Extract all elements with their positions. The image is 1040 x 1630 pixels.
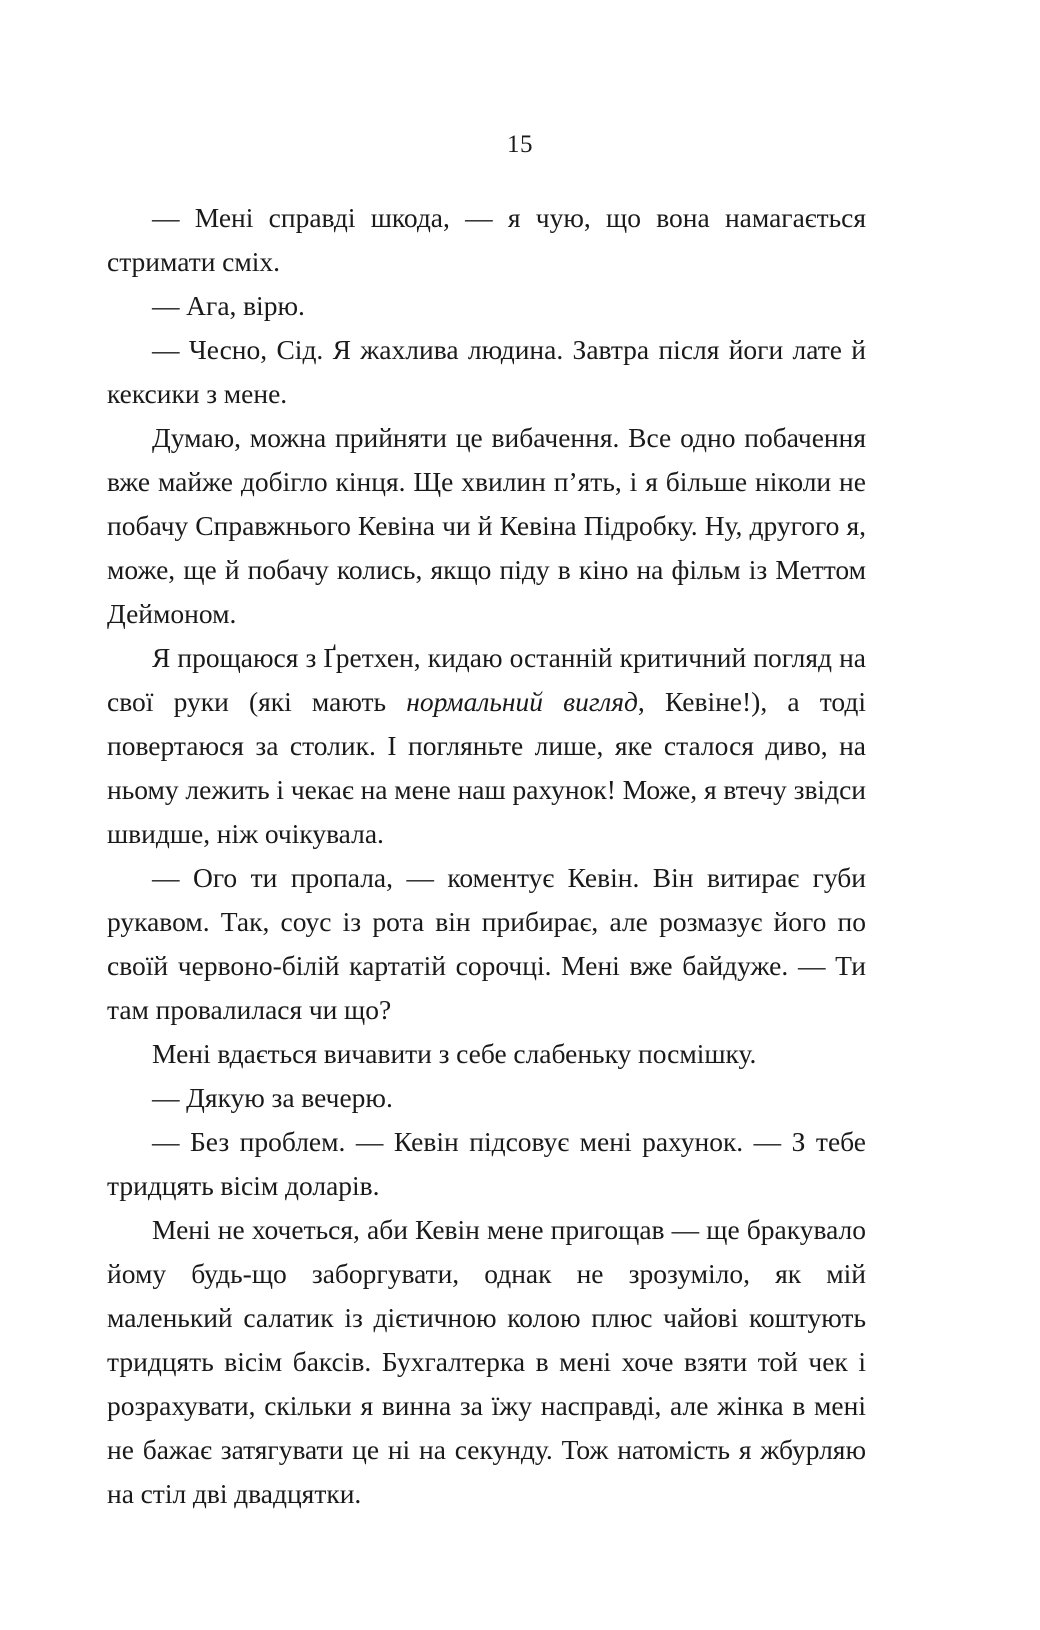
page-number: 15	[507, 131, 533, 158]
paragraph-dialogue: — Без проблем. — Кевін підсовує мені рахунок. — З тебе тридцять вісім доларів.	[107, 1126, 866, 1201]
paragraph-dialogue: — Чесно, Сід. Я жахлива людина. Завтра після йоги лате й кексики з мене.	[107, 334, 866, 409]
paragraph-narration-with-emphasis	[107, 636, 866, 856]
paragraph-narration: Мені вдається вичавити з себе слабеньку посмішку.	[152, 1038, 757, 1069]
paragraph-narration: Мені не хочеться, аби Кевін мене пригощав — ще бракувало йому будь-що заборгувати, однак не зрозуміло, як мій маленький салатик із дієтичною колою плюс чайові коштують тридцять вісім баксів. Бухгалтерка в мені хоче взяти той чек і розрахувати, скільки я винна за їжу насправді, але жінка в мені не бажає затягувати це ні на секунду. Тож натомість я жбурляю на стіл дві двадцятки.	[107, 1214, 866, 1509]
paragraph-dialogue: — Ага, вірю.	[152, 290, 305, 321]
text-run: , Кевіне!), а тоді повертаюся за столик. І погляньте лише, яке сталося диво, на ньому лежить і чекає на мене наш рахунок! Може, я втечу звідси швидше, ніж очікувала.	[107, 686, 867, 849]
paragraph-dialogue: — Ого ти пропала, — коментує Кевін. Він витирає губи рукавом. Так, соус із рота він прибирає, але розмазує його по своїй червоно-білій картатій сорочці. Мені вже байдуже. — Ти там провалилася чи що?	[107, 862, 866, 1025]
text-run: Я прощаюся з Ґретхен, кидаю останній критичний погляд на свої руки (які мають	[107, 642, 866, 717]
emphasised-phrase: нормальний вигляд	[406, 686, 638, 717]
paragraph-dialogue: — Мені справді шкода, — я чую, що вона намагається стримати сміх.	[107, 202, 866, 277]
paragraph-narration: Думаю, можна прийняти це вибачення. Все одно побачення вже майже добігло кінця. Ще хвилин п’ять, і я більше ніколи не побачу Справжнього Кевіна чи й Кевіна Підробку. Ну, другого я, може, ще й побачу колись, якщо піду в кіно на фільм із Меттом Деймоном.	[107, 422, 866, 629]
body-text-block	[107, 196, 866, 1516]
paragraph-dialogue: — Дякую за вечерю.	[152, 1082, 393, 1113]
